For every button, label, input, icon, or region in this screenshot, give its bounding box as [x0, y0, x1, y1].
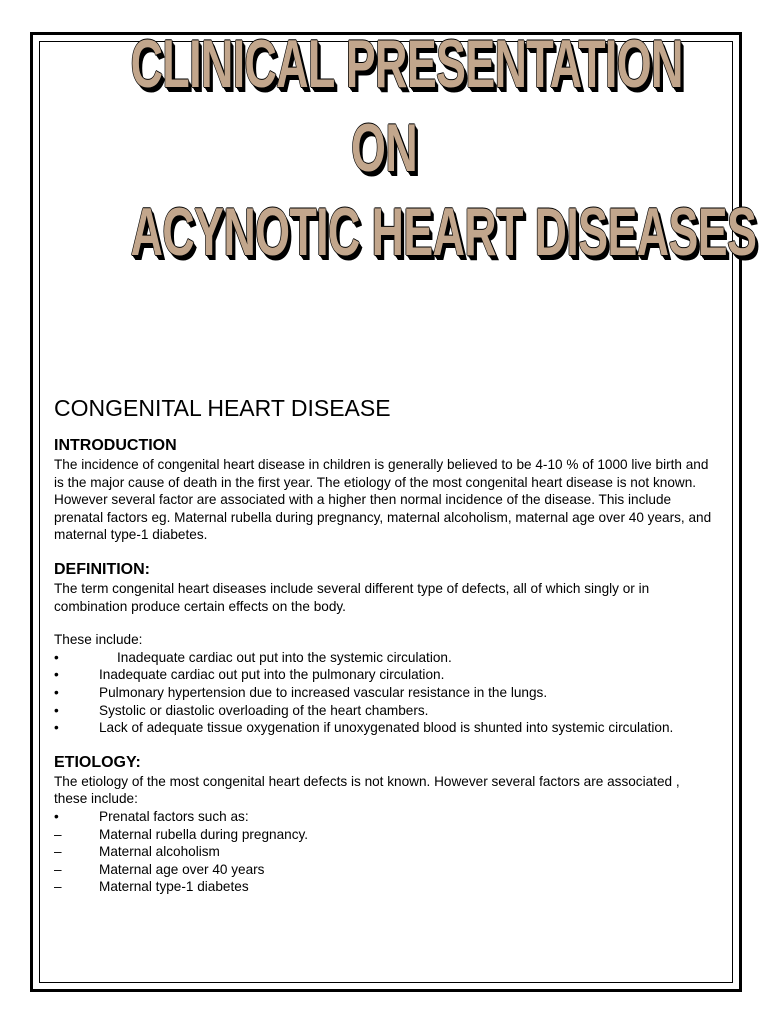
etiology-heading: ETIOLOGY: — [54, 753, 141, 771]
etiology-text: The etiology of the most congenital heart defects is not known. However several factors are associated , these include: — [54, 773, 680, 807]
title-line-1: CLINICAL PRESENTATION — [130, 26, 683, 102]
list-item — [54, 861, 714, 879]
bullet-marker: • — [54, 684, 59, 700]
document-title — [130, 22, 757, 274]
list-item-text: Maternal alcoholism — [99, 844, 220, 860]
definition-heading: DEFINITION: — [54, 560, 150, 578]
list-item — [54, 666, 714, 684]
bullet-marker: • — [54, 649, 59, 665]
list-item — [54, 843, 714, 861]
title-line-2: ON — [351, 110, 417, 186]
list-item — [54, 719, 714, 737]
list-item-text: Inadequate cardiac out put into the pulmonary circulation. — [99, 667, 445, 683]
bullet-marker: • — [54, 702, 59, 718]
dash-marker: – — [54, 879, 62, 895]
introduction-text: The incidence of congenital heart disease in children is generally believed to be 4-10 % of 1000 live birth and is the major cause of death in the first year. The etiology of the most congenital heart disease is not known. However several factor are associated with a higher then normal incidence of the disease. This include prenatal factors eg. Maternal rubella during pregnancy, maternal alcoholism, maternal age over 40 years, and maternal type-1 diabetes. — [54, 457, 712, 543]
list-item-text: Prenatal factors such as: — [99, 808, 249, 824]
list-item — [54, 702, 714, 720]
list-item-text: Maternal age over 40 years — [99, 861, 265, 877]
dash-marker: – — [54, 844, 62, 860]
definition-text: The term congenital heart diseases include several different type of defects, all of which singly or in combination produce certain effects on the body. — [54, 580, 650, 614]
list-item-text: Systolic or diastolic overloading of the heart chambers. — [99, 702, 429, 718]
list-item-text: Maternal rubella during pregnancy. — [99, 826, 309, 842]
definition-list-intro: These include: — [54, 632, 143, 648]
list-item — [54, 649, 714, 667]
list-item — [54, 684, 714, 702]
dash-marker: – — [54, 861, 62, 877]
introduction-heading: INTRODUCTION — [54, 437, 177, 454]
bullet-marker: • — [54, 667, 59, 683]
bullet-marker: • — [54, 720, 59, 736]
list-item — [54, 826, 714, 844]
dash-marker: – — [54, 826, 62, 842]
list-item — [54, 878, 714, 896]
list-item-text: Pulmonary hypertension due to increased vascular resistance in the lungs. — [99, 684, 548, 700]
section-title: CONGENITAL HEART DISEASE — [54, 395, 391, 421]
list-item — [54, 808, 714, 826]
list-item-text: Inadequate cardiac out put into the systemic circulation. — [117, 649, 452, 665]
title-line-3: ACYNOTIC HEART DISEASES — [130, 194, 757, 270]
list-item-text: Lack of adequate tissue oxygenation if unoxygenated blood is shunted into systemic circulation. — [99, 720, 674, 736]
document-body — [54, 392, 714, 896]
list-item-text: Maternal type-1 diabetes — [99, 879, 249, 895]
bullet-marker: • — [54, 808, 59, 824]
